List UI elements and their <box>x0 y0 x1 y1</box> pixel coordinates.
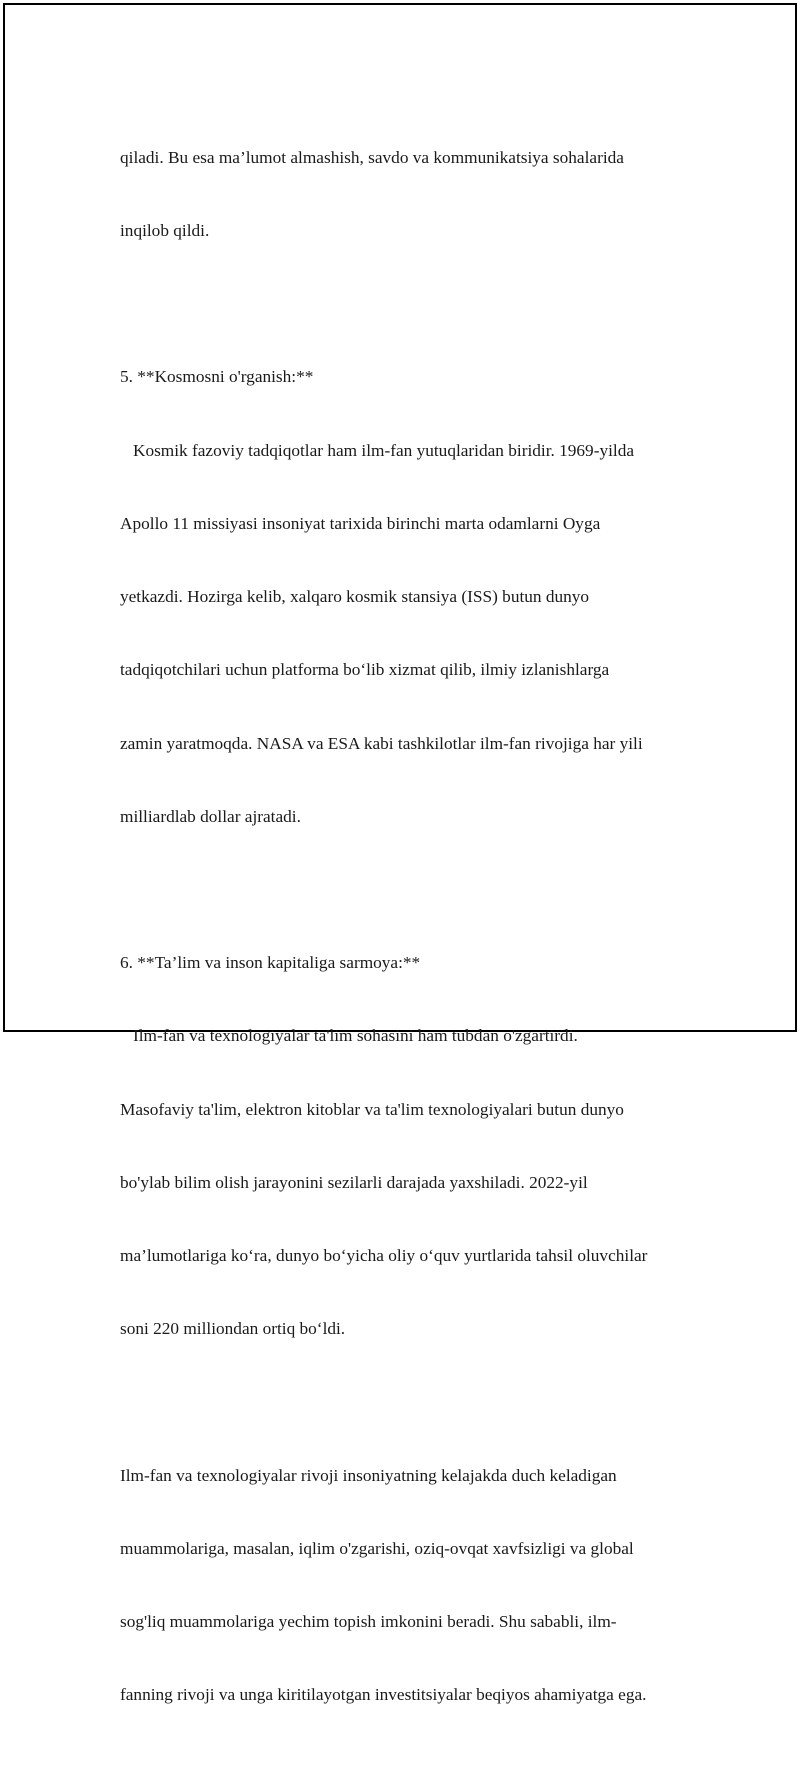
paragraph-conclusion <box>120 1415 695 1757</box>
text-line: milliardlab dollar ajratadi. <box>120 806 301 826</box>
section-heading: 5. **Kosmosni o'rganish:** <box>120 367 314 387</box>
text-line: yetkazdi. Hozirga kelib, xalqaro kosmik stansiya (ISS) butun dunyo <box>120 587 590 607</box>
text-line: Ilm-fan va texnologiyalar rivoji insoniyatning kelajakda duch keladigan <box>120 1465 617 1485</box>
text-line: Ilm-fan va texnologiyalar ta'lim sohasini ham tubdan o'zgartirdi. <box>120 1026 578 1046</box>
text-line: muammolariga, masalan, iqlim o'zgarishi, oziq-ovqat xavfsizligi va global <box>120 1538 634 1558</box>
text-line: qiladi. Bu esa ma’lumot almashish, savdo va kommunikatsiya sohalarida <box>120 147 624 167</box>
text-line: bo'ylab bilim olish jarayonini sezilarli darajada yaxshiladi. 2022-yil <box>120 1172 588 1192</box>
text-line: zamin yaratmoqda. NASA va ESA kabi tashkilotlar ilm-fan rivojiga har yili <box>120 733 643 753</box>
text-line: Kosmik fazoviy tadqiqotlar ham ilm-fan yutuqlaridan biridir. 1969-yilda <box>120 440 635 460</box>
text-line: Apollo 11 missiyasi insoniyat tarixida birinchi marta odamlarni Oyga <box>120 513 601 533</box>
section-talim-va-inson-kapitali <box>120 902 695 1390</box>
text-line: tadqiqotchilari uchun platforma bo‘lib xizmat qilib, ilmiy izlanishlarga <box>120 660 610 680</box>
text-line: fanning rivoji va unga kiritilayotgan investitsiyalar beqiyos ahamiyatga ega. <box>120 1685 647 1705</box>
text-line: ma’lumotlariga ko‘ra, dunyo bo‘yicha oliy o‘quv yurtlarida tahsil oluvchilar <box>120 1246 648 1266</box>
text-line: Masofaviy ta'lim, elektron kitoblar va ta'lim texnologiyalari butun dunyo <box>120 1099 624 1119</box>
section-heading: 6. **Ta’lim va inson kapitaliga sarmoya:** <box>120 953 421 973</box>
text-line: soni 220 milliondan ortiq bo‘ldi. <box>120 1319 346 1339</box>
document-body <box>120 97 695 1781</box>
text-line: sog'liq muammolariga yechim topish imkonini beradi. Shu sababli, ilm- <box>120 1612 617 1632</box>
text-line: inqilob qildi. <box>120 221 210 241</box>
document-page <box>3 3 797 1705</box>
section-kosmosni-organish <box>120 317 695 878</box>
paragraph-continuation <box>120 97 695 292</box>
